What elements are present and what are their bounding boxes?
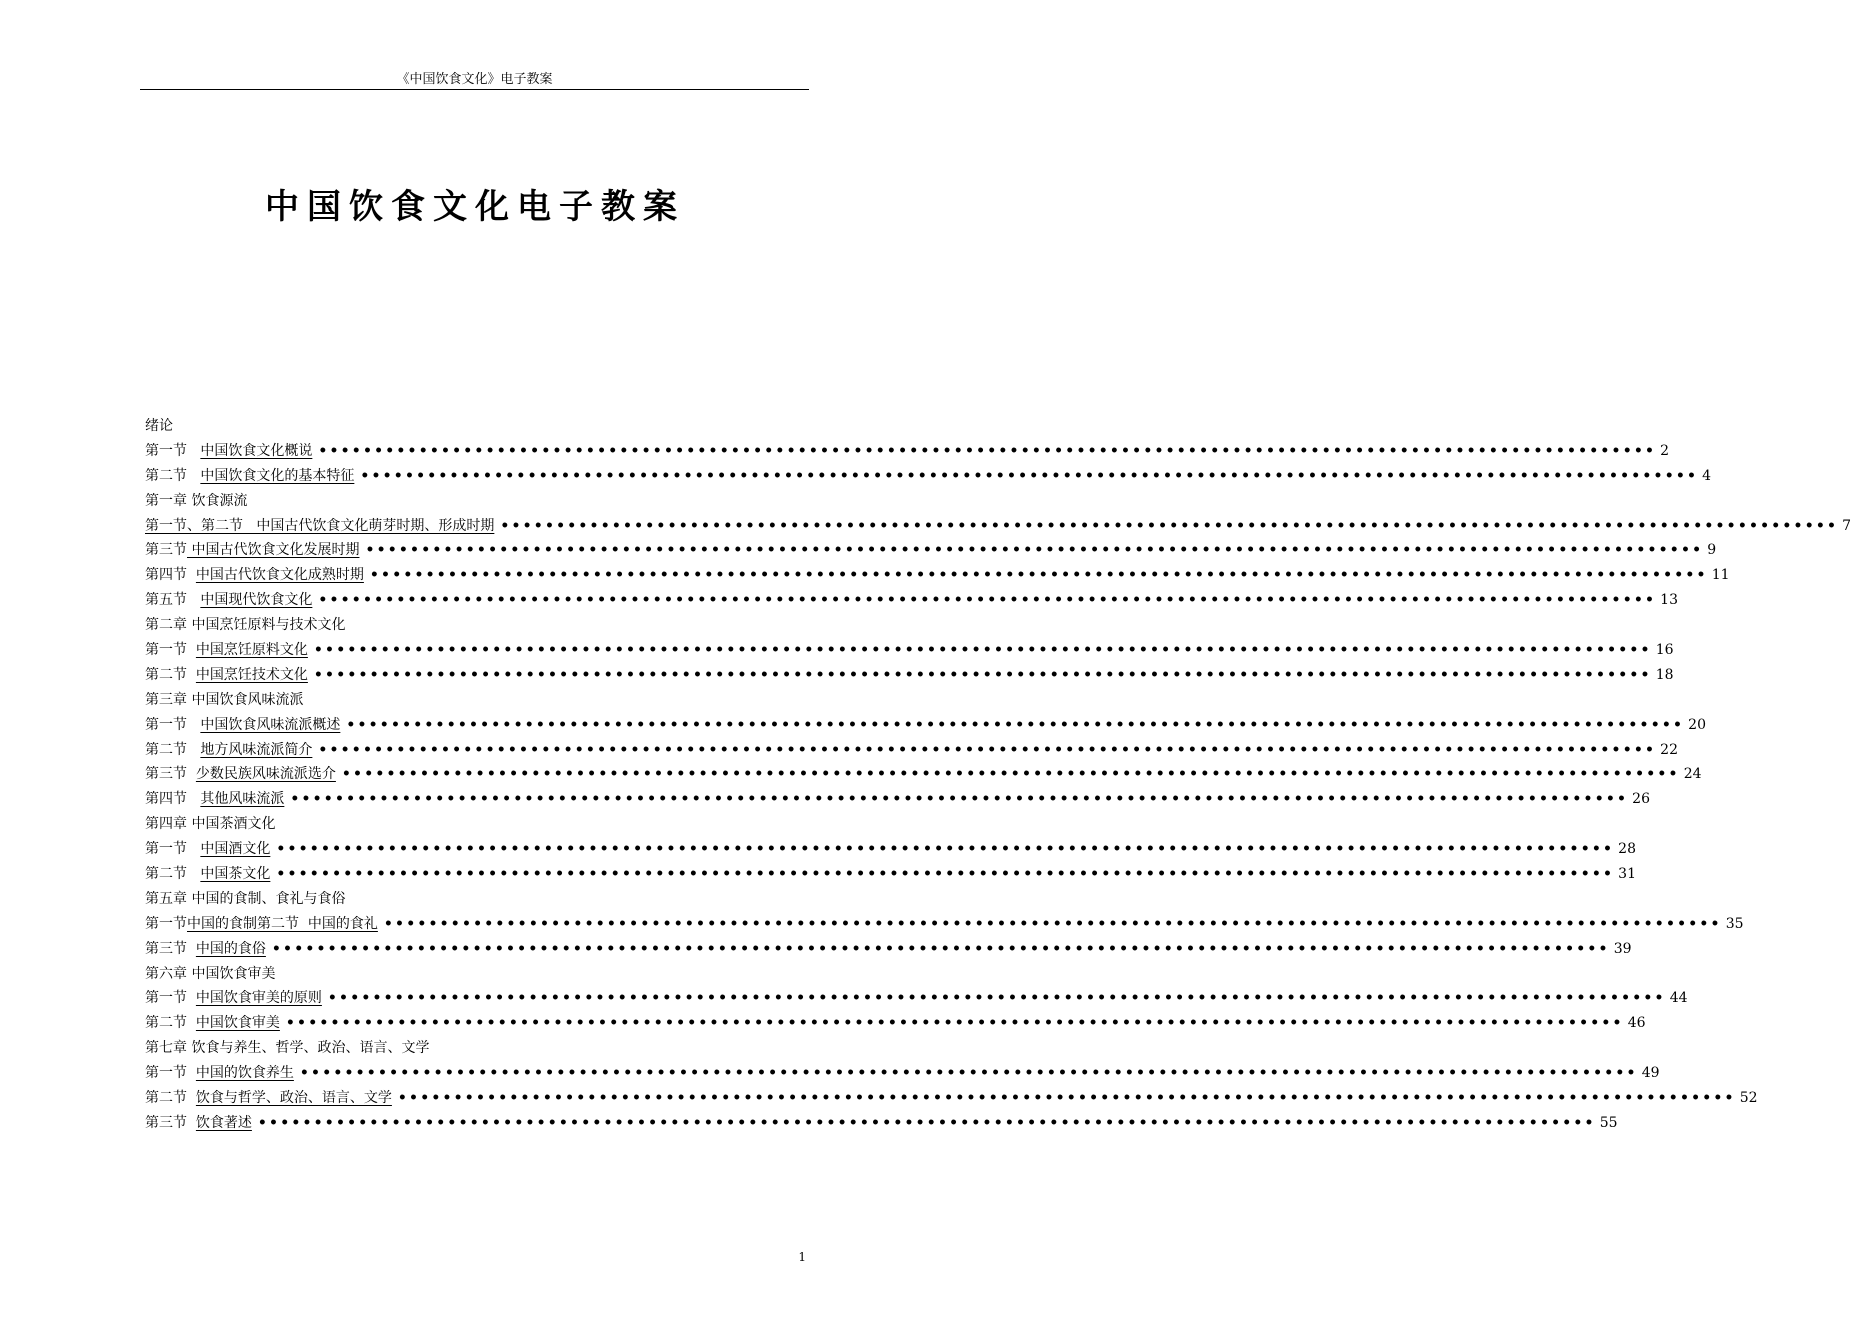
toc-entry-link[interactable]: 地方风味流派简介 [200, 741, 313, 758]
toc-entry-link[interactable]: 中国的食制第二节 中国的食礼 [187, 915, 378, 932]
toc-entry [145, 514, 1852, 539]
toc-dot-leader: •••••••••••••••••••••••••••••••••••••••••••••••••••••••••••••••••••••••••••••••••••••••••••••••••••••••••••••••••••••••• [290, 791, 1629, 808]
toc-entry-page-number: 20 [1688, 716, 1706, 733]
toc-heading [145, 613, 809, 638]
toc-dot-leader: •••••••••••••••••••••••••••••••••••••••••••••••••••••••••••••••••••••••••••••••••••••••••••••••••••••••••••••••••••••••• [257, 1114, 1596, 1131]
toc-dot-leader: •••••••••••••••••••••••••••••••••••••••••••••••••••••••••••••••••••••••••••••••••••••••••••••••••••••••••••••••••••••••• [313, 642, 1652, 659]
toc-entry-link[interactable]: 中国酒文化 [200, 841, 271, 858]
toc-entry-link[interactable]: 中国的饮食养生 [195, 1065, 294, 1082]
toc-entry [145, 663, 1674, 688]
toc-entry-section-label: 第三节 [145, 542, 187, 559]
toc-heading [145, 1036, 809, 1061]
toc-entry-link[interactable]: 中国茶文化 [200, 866, 271, 883]
toc-entry-section-label: 第一节 [145, 990, 196, 1007]
toc-entry-section-label: 第一节 [145, 841, 201, 858]
toc-entry-link[interactable]: 中国饮食审美的原则 [195, 990, 322, 1007]
toc-entry-page-number: 39 [1613, 940, 1632, 957]
toc-heading [145, 688, 809, 713]
toc-entry-link[interactable]: 第一节、第二节 中国古代饮食文化萌芽时期、形成时期 [145, 517, 495, 534]
toc-heading-text: 绪论 [145, 418, 173, 434]
toc-heading [145, 962, 809, 987]
toc-dot-leader: •••••••••••••••••••••••••••••••••••••••••••••••••••••••••••••••••••••••••••••••••••••••••••••••••••••••••••••••••••••••• [365, 542, 1704, 559]
running-header: 《中国饮食文化》电子教案 [140, 72, 809, 90]
toc-entry-page-number: 11 [1711, 567, 1730, 584]
table-of-contents [145, 414, 1852, 1136]
toc-entry [145, 713, 1706, 738]
toc-entry-section-label: 第一节 [145, 442, 201, 459]
toc-entry [145, 986, 1688, 1011]
toc-entry-section-label: 第二节 [145, 866, 201, 883]
toc-entry [145, 862, 1636, 887]
toc-entry-page-number: 46 [1627, 1015, 1646, 1032]
toc-heading-text: 第四章 中国茶酒文化 [145, 816, 276, 833]
toc-entry-link[interactable]: 中国的食俗 [195, 940, 266, 957]
toc-entry [145, 538, 1717, 563]
toc-entry [145, 837, 1636, 862]
toc-dot-leader: •••••••••••••••••••••••••••••••••••••••••••••••••••••••••••••••••••••••••••••••••••••••••••••••••••••••••••••••••••••••• [285, 1015, 1624, 1032]
toc-entry-link[interactable]: 中国古代饮食文化成熟时期 [195, 567, 364, 584]
toc-entry-section-label: 第一节 [145, 1065, 196, 1082]
toc-entry [145, 563, 1730, 588]
toc-entry [145, 762, 1702, 787]
toc-entry-page-number: 7 [1842, 517, 1852, 534]
toc-entry-page-number: 18 [1655, 666, 1674, 683]
toc-entry [145, 439, 1670, 464]
toc-heading-text: 第二章 中国烹饪原料与技术文化 [145, 617, 346, 634]
toc-heading [145, 812, 809, 837]
toc-heading-text: 第五章 中国的食制、食礼与食俗 [145, 890, 346, 907]
toc-dot-leader: •••••••••••••••••••••••••••••••••••••••••••••••••••••••••••••••••••••••••••••••••••••••••••••••••••••••••••••••••••••••• [318, 741, 1657, 758]
toc-entry-section-label: 第二节 [145, 467, 201, 484]
toc-entry-section-label: 第一节 [145, 716, 201, 733]
toc-entry [145, 588, 1678, 613]
toc-entry-page-number: 49 [1641, 1065, 1660, 1082]
toc-dot-leader: •••••••••••••••••••••••••••••••••••••••••••••••••••••••••••••••••••••••••••••••••••••••••••••••••••••••••••••••••••••••• [299, 1065, 1638, 1082]
toc-dot-leader: •••••••••••••••••••••••••••••••••••••••••••••••••••••••••••••••••••••••••••••••••••••••••••••••••••••••••••••••••••••••• [397, 1090, 1736, 1107]
toc-heading-text: 第三章 中国饮食风味流派 [145, 691, 304, 708]
toc-dot-leader: •••••••••••••••••••••••••••••••••••••••••••••••••••••••••••••••••••••••••••••••••••••••••••••••••••••••••••••••••••••••• [383, 915, 1722, 932]
toc-heading [145, 489, 809, 514]
toc-entry-page-number: 35 [1725, 915, 1744, 932]
toc-entry-section-label: 第二节 [145, 666, 196, 683]
toc-entry-link[interactable]: 中国古代饮食文化发展时期 [187, 542, 360, 559]
toc-dot-leader: •••••••••••••••••••••••••••••••••••••••••••••••••••••••••••••••••••••••••••••••••••••••••••••••••••••••••••••••••••••••• [360, 467, 1699, 484]
toc-entry [145, 738, 1678, 763]
toc-entry [145, 1086, 1758, 1111]
toc-entry-link[interactable]: 中国饮食审美 [195, 1015, 280, 1032]
toc-entry-page-number: 31 [1618, 866, 1636, 883]
toc-entry [145, 912, 1744, 937]
toc-entry [145, 1061, 1660, 1086]
toc-entry-section-label: 第三节 [145, 940, 196, 957]
toc-entry [145, 464, 1712, 489]
toc-dot-leader: •••••••••••••••••••••••••••••••••••••••••••••••••••••••••••••••••••••••••••••••••••••••••••••••••••••••••••••••••••••••• [327, 990, 1666, 1007]
toc-entry-link[interactable]: 中国烹饪原料文化 [195, 642, 308, 659]
toc-entry [145, 1111, 1618, 1136]
toc-entry-link[interactable]: 中国饮食文化概说 [200, 442, 313, 459]
toc-entry-page-number: 16 [1655, 642, 1674, 659]
toc-entry-link[interactable]: 中国现代饮食文化 [200, 592, 313, 609]
toc-entry-section-label: 第二节 [145, 741, 201, 758]
toc-heading-text: 第一章 饮食源流 [145, 492, 248, 509]
toc-entry-page-number: 2 [1660, 442, 1670, 459]
toc-entry-section-label: 第一节 [145, 915, 187, 932]
toc-heading [145, 887, 809, 912]
toc-entry-section-label: 第五节 [145, 592, 201, 609]
toc-dot-leader: •••••••••••••••••••••••••••••••••••••••••••••••••••••••••••••••••••••••••••••••••••••••••••••••••••••••••••••••••••••••• [318, 442, 1657, 459]
toc-entry-section-label: 第三节 [145, 766, 196, 783]
toc-dot-leader: •••••••••••••••••••••••••••••••••••••••••••••••••••••••••••••••••••••••••••••••••••••••••••••••••••••••••••••••••••••••• [271, 940, 1610, 957]
toc-entry-link[interactable]: 饮食著述 [195, 1114, 252, 1131]
toc-entry-page-number: 55 [1599, 1114, 1618, 1131]
toc-entry-section-label: 第四节 [145, 567, 196, 584]
toc-entry-page-number: 24 [1683, 766, 1702, 783]
toc-heading [145, 414, 809, 439]
toc-dot-leader: •••••••••••••••••••••••••••••••••••••••••••••••••••••••••••••••••••••••••••••••••••••••••••••••••••••••••••••••••••••••• [500, 517, 1839, 534]
toc-entry-link[interactable]: 少数民族风味流派选介 [195, 766, 336, 783]
toc-heading-text: 第六章 中国饮食审美 [145, 965, 276, 982]
toc-entry-link[interactable]: 中国饮食文化的基本特征 [200, 467, 355, 484]
toc-entry-page-number: 52 [1739, 1090, 1758, 1107]
toc-entry-page-number: 22 [1660, 741, 1678, 758]
toc-entry-section-label: 第一节 [145, 642, 196, 659]
toc-entry-link[interactable]: 中国烹饪技术文化 [195, 666, 308, 683]
toc-entry-section-label: 第二节 [145, 1015, 196, 1032]
toc-entry-link[interactable]: 饮食与哲学、政治、语言、文学 [195, 1090, 392, 1107]
toc-entry-page-number: 44 [1669, 990, 1688, 1007]
toc-entry-page-number: 26 [1632, 791, 1650, 808]
toc-entry-link[interactable]: 其他风味流派 [200, 791, 285, 808]
toc-entry-page-number: 13 [1660, 592, 1678, 609]
toc-entry [145, 937, 1632, 962]
toc-dot-leader: •••••••••••••••••••••••••••••••••••••••••••••••••••••••••••••••••••••••••••••••••••••••••••••••••••••••••••••••••••••••• [313, 666, 1652, 683]
toc-dot-leader: •••••••••••••••••••••••••••••••••••••••••••••••••••••••••••••••••••••••••••••••••••••••••••••••••••••••••••••••••••••••• [346, 716, 1685, 733]
toc-entry-page-number: 28 [1618, 841, 1636, 858]
toc-entry-section-label: 第二节 [145, 1090, 196, 1107]
toc-dot-leader: •••••••••••••••••••••••••••••••••••••••••••••••••••••••••••••••••••••••••••••••••••••••••••••••••••••••••••••••••••••••• [369, 567, 1708, 584]
page-number: 1 [798, 1250, 806, 1264]
toc-entry-link[interactable]: 中国饮食风味流派概述 [200, 716, 341, 733]
toc-dot-leader: •••••••••••••••••••••••••••••••••••••••••••••••••••••••••••••••••••••••••••••••••••••••••••••••••••••••••••••••••••••••• [276, 841, 1615, 858]
toc-dot-leader: •••••••••••••••••••••••••••••••••••••••••••••••••••••••••••••••••••••••••••••••••••••••••••••••••••••••••••••••••••••••• [341, 766, 1680, 783]
toc-dot-leader: •••••••••••••••••••••••••••••••••••••••••••••••••••••••••••••••••••••••••••••••••••••••••••••••••••••••••••••••••••••••• [318, 592, 1657, 609]
toc-entry [145, 638, 1674, 663]
toc-entry-page-number: 9 [1707, 542, 1717, 559]
toc-entry-page-number: 4 [1702, 467, 1712, 484]
toc-entry-section-label: 第三节 [145, 1114, 196, 1131]
toc-entry-section-label: 第四节 [145, 791, 201, 808]
document-title: 中国饮食文化电子教案 [265, 187, 685, 227]
toc-heading-text: 第七章 饮食与养生、哲学、政治、语言、文学 [145, 1040, 430, 1057]
toc-dot-leader: •••••••••••••••••••••••••••••••••••••••••••••••••••••••••••••••••••••••••••••••••••••••••••••••••••••••••••••••••••••••• [276, 866, 1615, 883]
toc-entry [145, 787, 1650, 812]
toc-entry [145, 1011, 1646, 1036]
